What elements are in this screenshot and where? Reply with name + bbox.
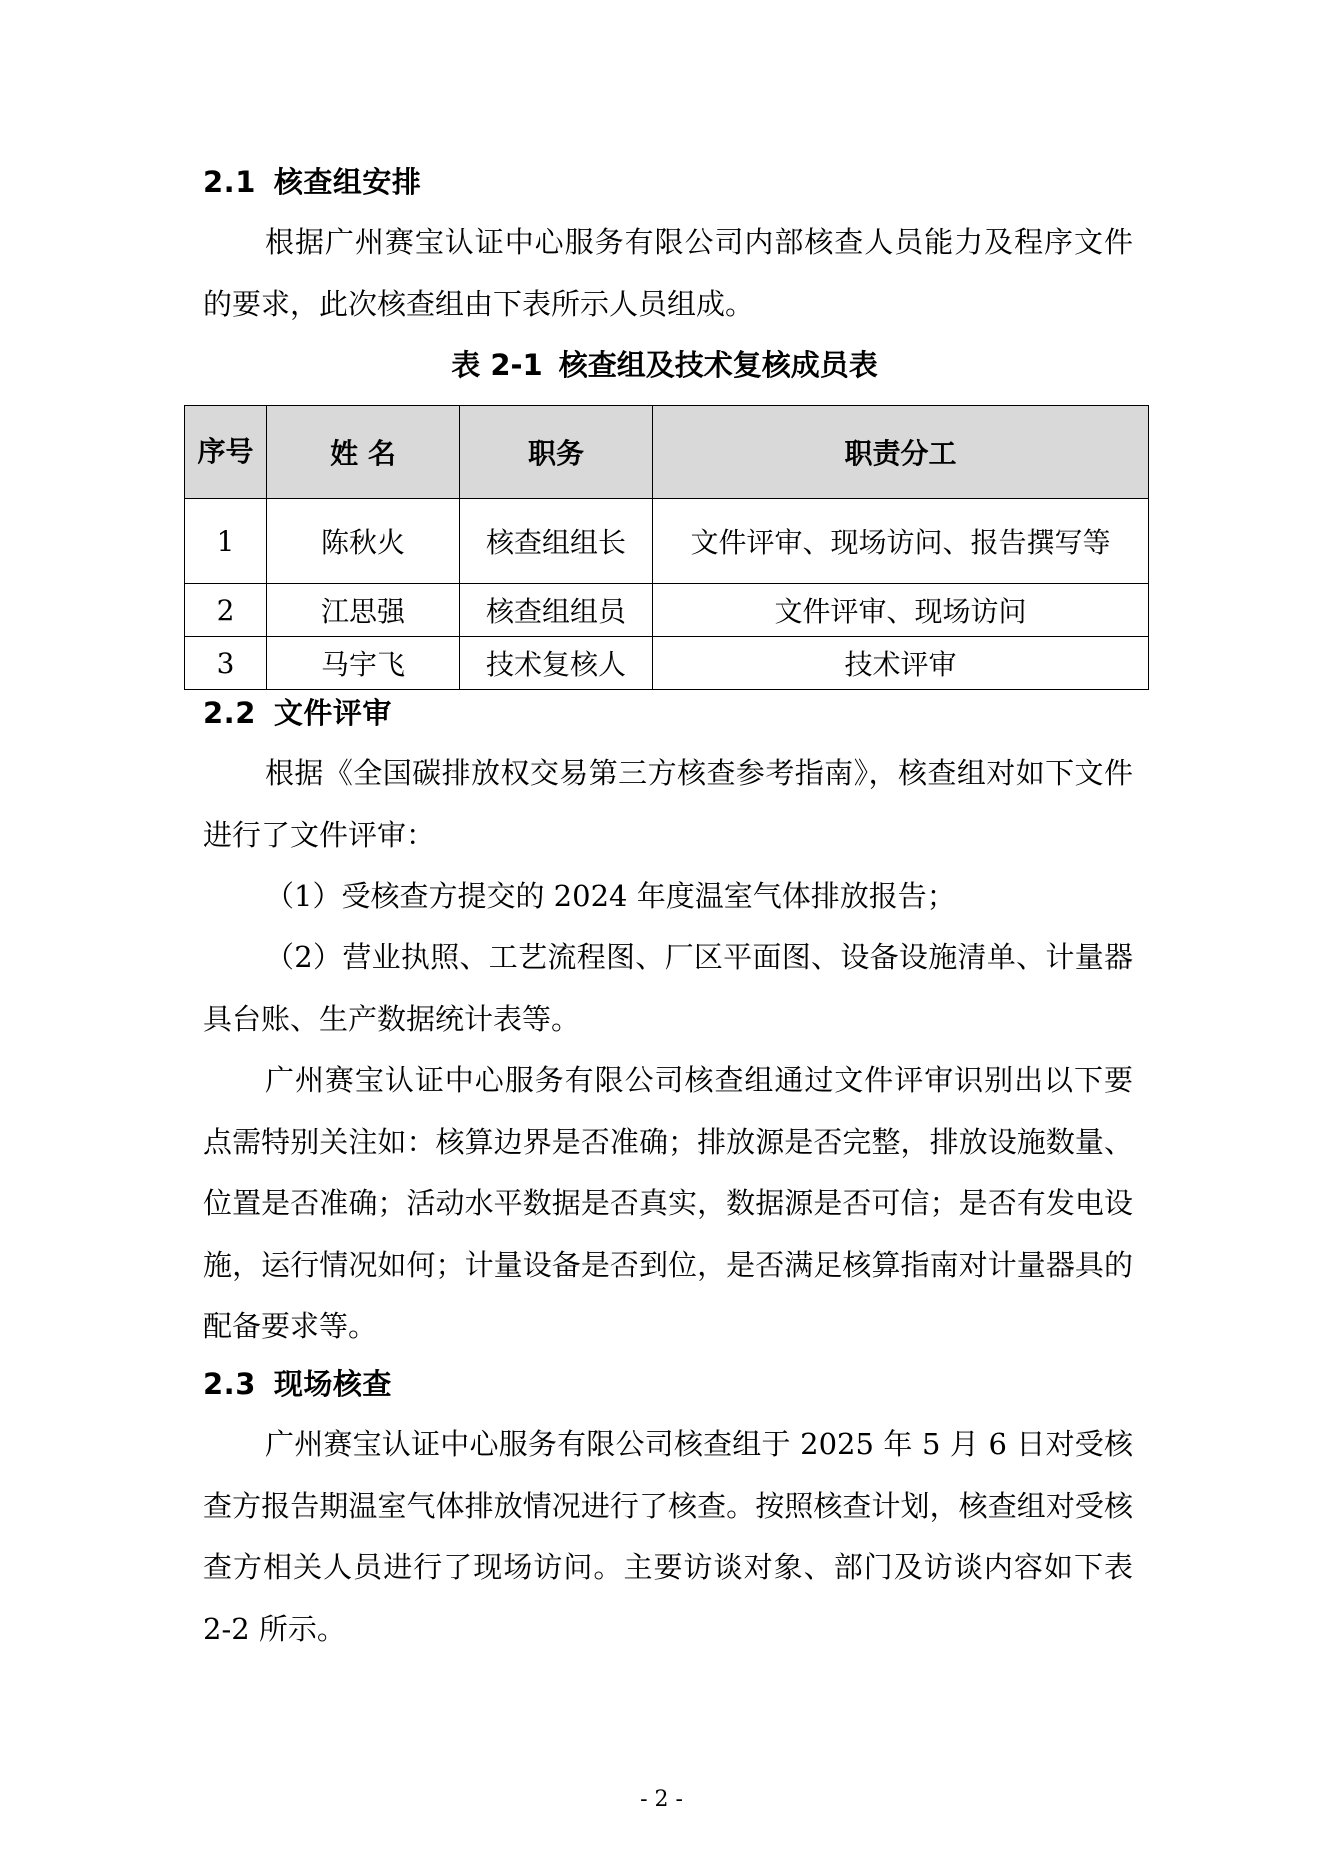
- paragraph-review-focus: 广州赛宝认证中心服务有限公司核查组通过文件评审识别出以下要点需特别关注如：核算边界是否准确；排放源是否完整，排放设施数量、位置是否准确；活动水平数据是否真实，数据源是否可信；是否有发电设施，运行情况如何；计量设备是否到位，是否满足核算指南对计量器具的配备要求等。: [203, 1063, 1133, 1343]
- cell-role: 核查组组员: [460, 584, 653, 637]
- team-members-table: [184, 405, 1149, 690]
- section-heading-2-2: [203, 693, 392, 733]
- paragraph-review-basis: 根据《全国碳排放权交易第三方核查参考指南》，核查组对如下文件进行了文件评审：: [203, 756, 1133, 852]
- section-number: 2.1: [203, 165, 256, 199]
- table-row: [185, 637, 1149, 690]
- section-number: 2.2: [203, 696, 256, 730]
- header-role: 职务: [460, 406, 653, 499]
- cell-name: 陈秋火: [267, 499, 460, 584]
- cell-name: 马宇飞: [267, 637, 460, 690]
- section-heading-2-3: [203, 1364, 392, 1404]
- header-seq: 序号: [185, 406, 267, 499]
- section-title: 核查组安排: [273, 165, 422, 199]
- table-header-row: [185, 406, 1149, 499]
- cell-duty: 技术评审: [653, 637, 1149, 690]
- table-caption-title: 核查组及技术复核成员表: [558, 348, 878, 382]
- table-caption-number: 表 2-1: [451, 348, 543, 382]
- cell-name: 江思强: [267, 584, 460, 637]
- header-duty: 职责分工: [653, 406, 1149, 499]
- table-row: [185, 584, 1149, 637]
- cell-seq: 1: [185, 499, 267, 584]
- cell-seq: 2: [185, 584, 267, 637]
- page-number: - 2 -: [640, 1787, 683, 1812]
- section-title: 文件评审: [273, 696, 392, 730]
- cell-role: 核查组组长: [460, 499, 653, 584]
- table-caption: [153, 345, 1176, 385]
- paragraph-site-check: 广州赛宝认证中心服务有限公司核查组于 2025 年 5 月 6 日对受核查方报告期温室气体排放情况进行了核查。按照核查计划，核查组对受核查方相关人员进行了现场访问。主要访谈对象、部门及访谈内容如下表 2-2 所示。: [203, 1427, 1133, 1646]
- section-number: 2.3: [203, 1367, 256, 1401]
- paragraph-review-item-2: （2）营业执照、工艺流程图、厂区平面图、设备设施清单、计量器具台账、生产数据统计表等。: [203, 940, 1133, 1036]
- paragraph-review-item-1: （1）受核查方提交的 2024 年度温室气体排放报告；: [265, 879, 956, 913]
- section-title: 现场核查: [273, 1367, 392, 1401]
- cell-duty: 文件评审、现场访问、报告撰写等: [653, 499, 1149, 584]
- section-heading-2-1: [203, 162, 421, 202]
- header-name: 姓 名: [267, 406, 460, 499]
- cell-duty: 文件评审、现场访问: [653, 584, 1149, 637]
- cell-seq: 3: [185, 637, 267, 690]
- cell-role: 技术复核人: [460, 637, 653, 690]
- paragraph-team-intro: 根据广州赛宝认证中心服务有限公司内部核查人员能力及程序文件的要求，此次核查组由下表所示人员组成。: [203, 225, 1133, 321]
- table-row: [185, 499, 1149, 584]
